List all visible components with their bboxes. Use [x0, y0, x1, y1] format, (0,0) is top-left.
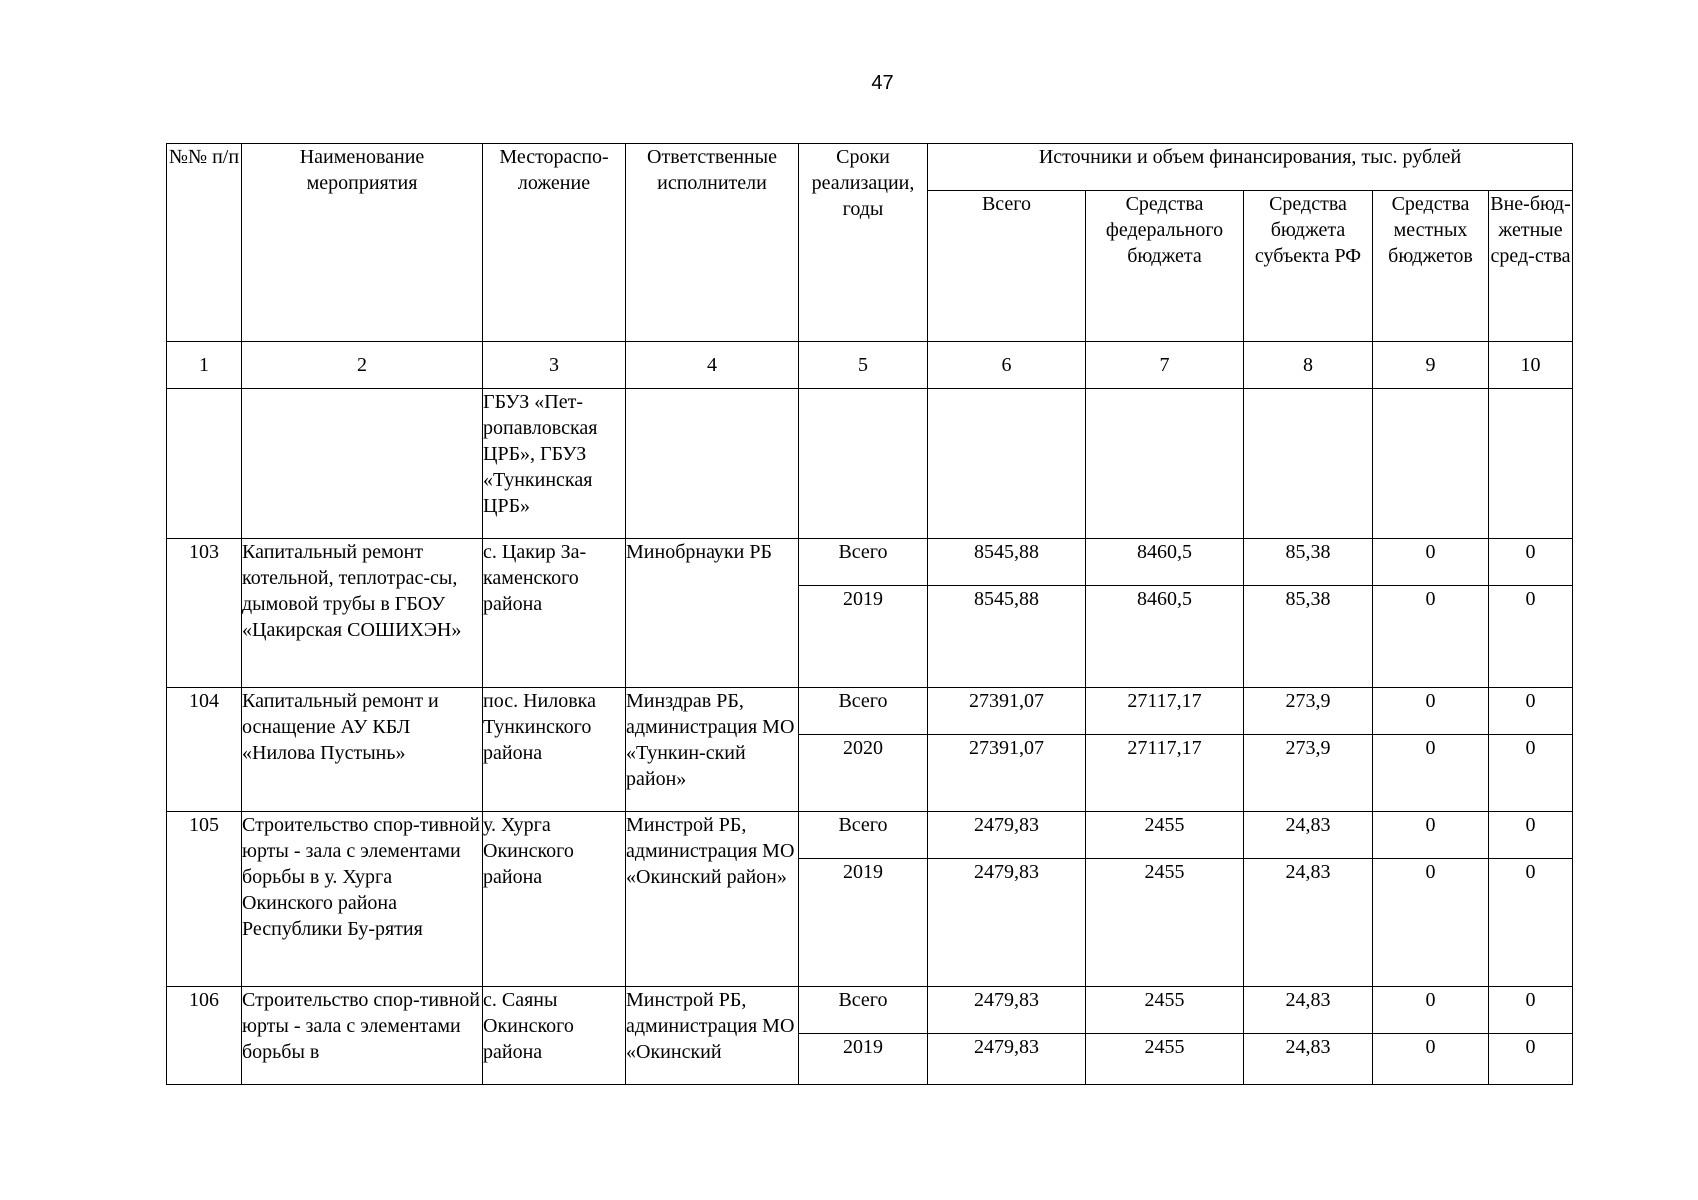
row-period: Всего [799, 812, 928, 859]
row-number: 104 [167, 688, 242, 812]
row-extra: 0 [1489, 735, 1573, 812]
row-local: 0 [1373, 735, 1489, 812]
header-col7: Средства федерального бюджета [1086, 191, 1244, 342]
financing-table [166, 143, 1573, 1085]
index-cell: 5 [799, 342, 928, 389]
row-total: 2479,83 [928, 859, 1086, 987]
header-col6: Всего [928, 191, 1086, 342]
continuation-row [167, 389, 1573, 539]
row-extra: 0 [1489, 586, 1573, 688]
row-period: 2019 [799, 586, 928, 688]
row-name: Капитальный ремонт и оснащение АУ КБЛ «Нилова Пустынь» [242, 688, 483, 812]
row-location: у. Хурга Окинского района [483, 812, 626, 987]
row-federal: 2455 [1086, 1034, 1244, 1085]
index-cell: 2 [242, 342, 483, 389]
row-total: 2479,83 [928, 1034, 1086, 1085]
header-col5: Сроки реализации, годы [799, 144, 928, 342]
row-federal: 8460,5 [1086, 539, 1244, 586]
row-local: 0 [1373, 812, 1489, 859]
header-col4: Ответственные исполнители [626, 144, 799, 342]
row-name: Строительство спор-тивной юрты - зала с элементами борьбы в у. Хурга Окинского района Республики Бу-рятия [242, 812, 483, 987]
page-number: 47 [871, 72, 894, 94]
index-cell: 9 [1373, 342, 1489, 389]
row-period: 2019 [799, 859, 928, 987]
row-regional: 85,38 [1244, 586, 1373, 688]
row-executors: Минстрой РБ, администрация МО «Окинский район» [626, 812, 799, 987]
row-federal: 2455 [1086, 859, 1244, 987]
row-total: 2479,83 [928, 812, 1086, 859]
row-regional: 273,9 [1244, 735, 1373, 812]
empty-cell [242, 389, 483, 539]
row-federal: 2455 [1086, 987, 1244, 1034]
row-total: 27391,07 [928, 735, 1086, 812]
row-extra: 0 [1489, 1034, 1573, 1085]
row-extra: 0 [1489, 688, 1573, 735]
index-row [167, 342, 1573, 389]
row-location: с. Цакир За-каменского района [483, 539, 626, 688]
empty-cell [1489, 389, 1573, 539]
row-name: Строительство спор-тивной юрты - зала с элементами борьбы в [242, 987, 483, 1085]
continuation-location: ГБУЗ «Пет-ропавловская ЦРБ», ГБУЗ «Тункинская ЦРБ» [483, 389, 626, 539]
table-row [167, 812, 1573, 859]
empty-cell [1244, 389, 1373, 539]
header-row-top [167, 144, 1573, 191]
row-period: 2019 [799, 1034, 928, 1085]
header-col1: №№ п/п [167, 144, 242, 342]
row-executors: Минстрой РБ, администрация МО «Окинский [626, 987, 799, 1085]
row-period: Всего [799, 539, 928, 586]
row-number: 103 [167, 539, 242, 688]
row-total: 2479,83 [928, 987, 1086, 1034]
row-number: 105 [167, 812, 242, 987]
index-cell: 8 [1244, 342, 1373, 389]
empty-cell [928, 389, 1086, 539]
row-extra: 0 [1489, 812, 1573, 859]
row-period: Всего [799, 987, 928, 1034]
row-total: 8545,88 [928, 586, 1086, 688]
header-col3: Местораспо-ложение [483, 144, 626, 342]
table-row [167, 688, 1573, 735]
empty-cell [1086, 389, 1244, 539]
index-cell: 3 [483, 342, 626, 389]
row-location: пос. Ниловка Тункинского района [483, 688, 626, 812]
row-name: Капитальный ремонт котельной, теплотрас-сы, дымовой трубы в ГБОУ «Цакирская СОШИХЭН» [242, 539, 483, 688]
row-location: с. Саяны Окинского района [483, 987, 626, 1085]
table-row [167, 987, 1573, 1034]
header-col8: Средства бюджета субъекта РФ [1244, 191, 1373, 342]
empty-cell [626, 389, 799, 539]
row-local: 0 [1373, 688, 1489, 735]
row-executors: Минздрав РБ, администрация МО «Тункин-ский район» [626, 688, 799, 812]
row-total: 27391,07 [928, 688, 1086, 735]
row-federal: 2455 [1086, 812, 1244, 859]
row-regional: 85,38 [1244, 539, 1373, 586]
row-period: 2020 [799, 735, 928, 812]
row-federal: 27117,17 [1086, 735, 1244, 812]
row-local: 0 [1373, 987, 1489, 1034]
empty-cell [1373, 389, 1489, 539]
row-local: 0 [1373, 1034, 1489, 1085]
row-total: 8545,88 [928, 539, 1086, 586]
header-financing-group: Источники и объем финансирования, тыс. рублей [928, 144, 1573, 191]
row-local: 0 [1373, 859, 1489, 987]
row-period: Всего [799, 688, 928, 735]
empty-cell [167, 389, 242, 539]
row-extra: 0 [1489, 987, 1573, 1034]
row-regional: 273,9 [1244, 688, 1373, 735]
row-federal: 8460,5 [1086, 586, 1244, 688]
row-regional: 24,83 [1244, 1034, 1373, 1085]
row-extra: 0 [1489, 859, 1573, 987]
row-federal: 27117,17 [1086, 688, 1244, 735]
row-local: 0 [1373, 586, 1489, 688]
row-local: 0 [1373, 539, 1489, 586]
table-row [167, 539, 1573, 586]
index-cell: 4 [626, 342, 799, 389]
row-number: 106 [167, 987, 242, 1085]
row-regional: 24,83 [1244, 812, 1373, 859]
index-cell: 1 [167, 342, 242, 389]
header-col10: Вне-бюд-жетные сред-ства [1489, 191, 1573, 342]
index-cell: 10 [1489, 342, 1573, 389]
row-extra: 0 [1489, 539, 1573, 586]
index-cell: 6 [928, 342, 1086, 389]
header-col2: Наименование мероприятия [242, 144, 483, 342]
row-regional: 24,83 [1244, 987, 1373, 1034]
row-executors: Минобрнауки РБ [626, 539, 799, 688]
empty-cell [799, 389, 928, 539]
row-regional: 24,83 [1244, 859, 1373, 987]
index-cell: 7 [1086, 342, 1244, 389]
header-col9: Средства местных бюджетов [1373, 191, 1489, 342]
